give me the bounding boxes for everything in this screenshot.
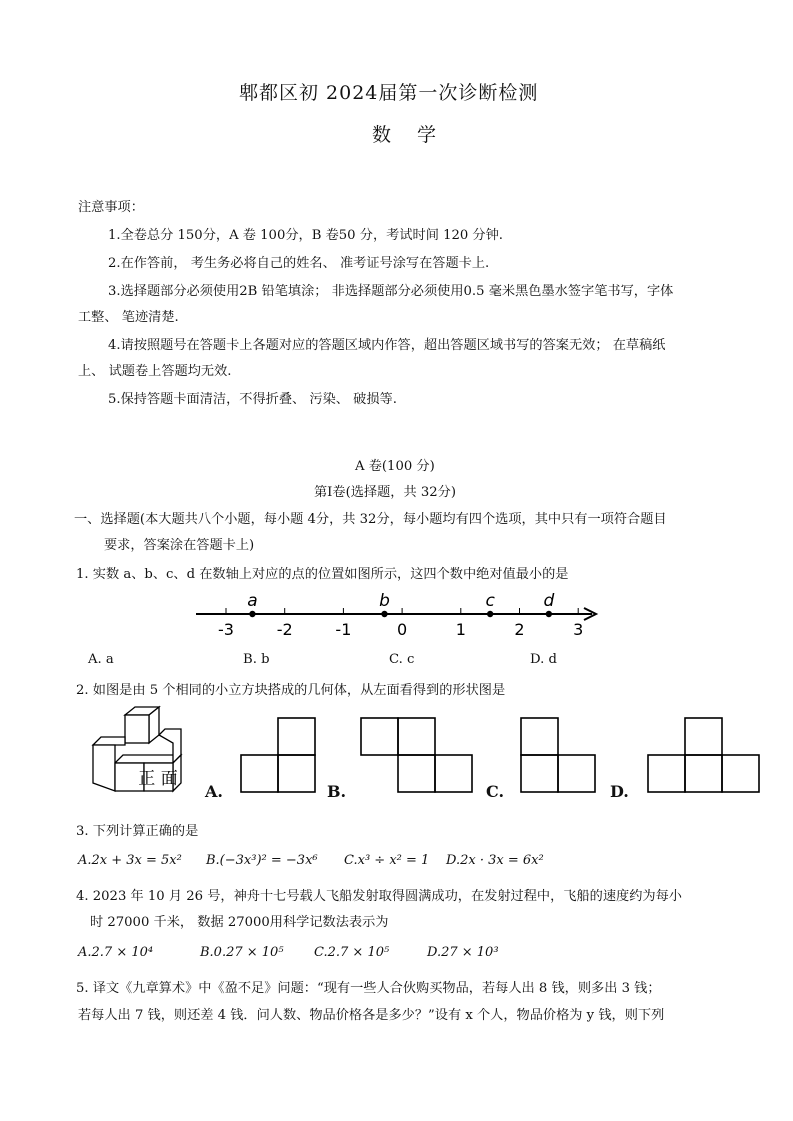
page-title: 郫都区初 2024届第一次诊断检测 [239, 82, 539, 104]
shape-cell [685, 718, 722, 755]
notes-heading: 注意事项： [78, 200, 144, 215]
q2-option-b-figure [360, 716, 480, 796]
shape-cell [278, 755, 315, 792]
q4-stem-line2: 时 27000 千米， 数据 27000用科学记数法表示为 [90, 915, 389, 930]
choice-intro-line1: 一、选择题(本大题共八个小题，每小题 4分，共 32分，每小题均有四个选项，其中只有一项符合题目 [74, 512, 667, 527]
note-5: 5.保持答题卡面清洁，不得折叠、 污染、 破损等. [108, 392, 397, 407]
number-line-point-label: b [379, 591, 390, 611]
number-line-point-a [249, 611, 255, 617]
q3-option-a[interactable]: A.2x + 3x = 5x² [78, 853, 182, 868]
q2-option-a-figure [240, 716, 320, 796]
q1-option-c[interactable]: C. c [389, 652, 415, 667]
q4-option-d[interactable]: D.27 × 10³ [427, 945, 499, 960]
note-2: 2.在作答前， 考生务必将自己的姓名、 准考证号涂写在答题卡上. [108, 256, 490, 271]
number-line-tick-label: 3 [573, 620, 584, 639]
number-line-tick-label: -2 [276, 620, 293, 639]
page-subtitle: 数 学 [372, 124, 447, 146]
number-line-tick-label: 0 [397, 620, 408, 639]
q4-option-c[interactable]: C.2.7 × 10⁵ [314, 945, 390, 960]
shape-cell [648, 755, 685, 792]
shape-cell [558, 755, 595, 792]
q3-option-c[interactable]: C.x³ ÷ x² = 1 [344, 853, 430, 868]
shape-cell [398, 755, 435, 792]
note-1: 1.全卷总分 150分，A 卷 100分，B 卷50 分，考试时间 120 分钟. [108, 228, 503, 243]
note-4-line2: 上、 试题卷上答题均无效. [78, 364, 232, 379]
shape-cell [435, 755, 472, 792]
cube-solid-figure [85, 705, 195, 797]
q2-option-a-label[interactable]: A. [205, 782, 223, 801]
shape-cell [241, 755, 278, 792]
shape-cell [398, 718, 435, 755]
q4-option-a[interactable]: A.2.7 × 10⁴ [78, 945, 154, 960]
q1-option-a[interactable]: A. a [88, 652, 114, 667]
shape-cell [722, 755, 759, 792]
section-a-heading: A 卷(100 分) [355, 459, 435, 474]
number-line-figure [190, 586, 610, 642]
choice-intro-line2: 要求，答案涂在答题卡上) [104, 538, 255, 553]
note-3-line1: 3.选择题部分必须使用2B 铅笔填涂； 非选择题部分必须使用0.5 毫米黑色墨水签字笔书写，字体 [108, 284, 674, 299]
shape-cell [278, 718, 315, 755]
front-label: 正 面 [138, 769, 178, 789]
shape-cell [521, 718, 558, 755]
q2-option-d-label[interactable]: D. [610, 782, 629, 801]
number-line-tick-label: 1 [455, 620, 466, 639]
left-cube-front-face [93, 745, 115, 791]
number-line-point-d [546, 611, 552, 617]
number-line-point-b [381, 611, 387, 617]
shape-cell [521, 755, 558, 792]
q3-option-b[interactable]: B.(−3x³)² = −3x⁶ [206, 853, 318, 868]
shape-cell [361, 718, 398, 755]
number-line-tick-label: -1 [335, 620, 352, 639]
q2-stem: 2. 如图是由 5 个相同的小立方块搭成的几何体，从左面看得到的形状图是 [76, 683, 506, 698]
q1-option-d[interactable]: D. d [530, 652, 557, 667]
note-3-line2: 工整、 笔迹清楚. [78, 310, 179, 325]
front-row-top-face [115, 755, 181, 763]
q4-option-b[interactable]: B.0.27 × 10⁵ [200, 945, 284, 960]
q1-stem: 1. 实数 a、b、c、d 在数轴上对应的点的位置如图所示，这四个数中绝对值最小的是 [76, 567, 569, 582]
number-line-point-label: c [485, 591, 495, 611]
q2-option-c-figure [520, 716, 600, 796]
number-line-point-c [487, 611, 493, 617]
top-cube-front-face [125, 715, 149, 743]
number-line-tick-label: 2 [514, 620, 525, 639]
q1-option-b[interactable]: B. b [243, 652, 270, 667]
q5-stem-line1: 5. 译文《九章算术》中《盈不足》问题：“现有一些人合伙购买物品，若每人出 8 钱，则多出 3 钱； [76, 981, 661, 996]
note-4-line1: 4.请按照题号在答题卡上各题对应的答题区域内作答，超出答题区域书写的答案无效； 在草稿纸 [108, 338, 666, 353]
left-cube-top-face [93, 737, 125, 745]
q2-option-b-label[interactable]: B. [327, 782, 347, 801]
q4-stem-line1: 4. 2023 年 10 月 26 号，神舟十七号载人飞船发射取得圆满成功，在发射过程中，飞船的速度约为每小 [76, 889, 682, 904]
q2-option-c-label[interactable]: C. [486, 782, 505, 801]
number-line-point-label: a [247, 591, 258, 611]
shape-cell [685, 755, 722, 792]
q3-stem: 3. 下列计算正确的是 [76, 824, 199, 839]
number-line-point-label: d [543, 591, 555, 611]
q5-stem-line2: 若每人出 7 钱，则还差 4 钱．问人数、物品价格各是多少？”设有 x 个人，物品价格为 y 钱，则下列 [78, 1008, 665, 1023]
q2-option-d-figure [647, 716, 767, 796]
number-line-tick-label: -3 [218, 620, 234, 639]
q3-option-d[interactable]: D.2x · 3x = 6x² [446, 853, 544, 868]
part1-heading: 第Ⅰ卷(选择题，共 32分) [314, 485, 456, 500]
